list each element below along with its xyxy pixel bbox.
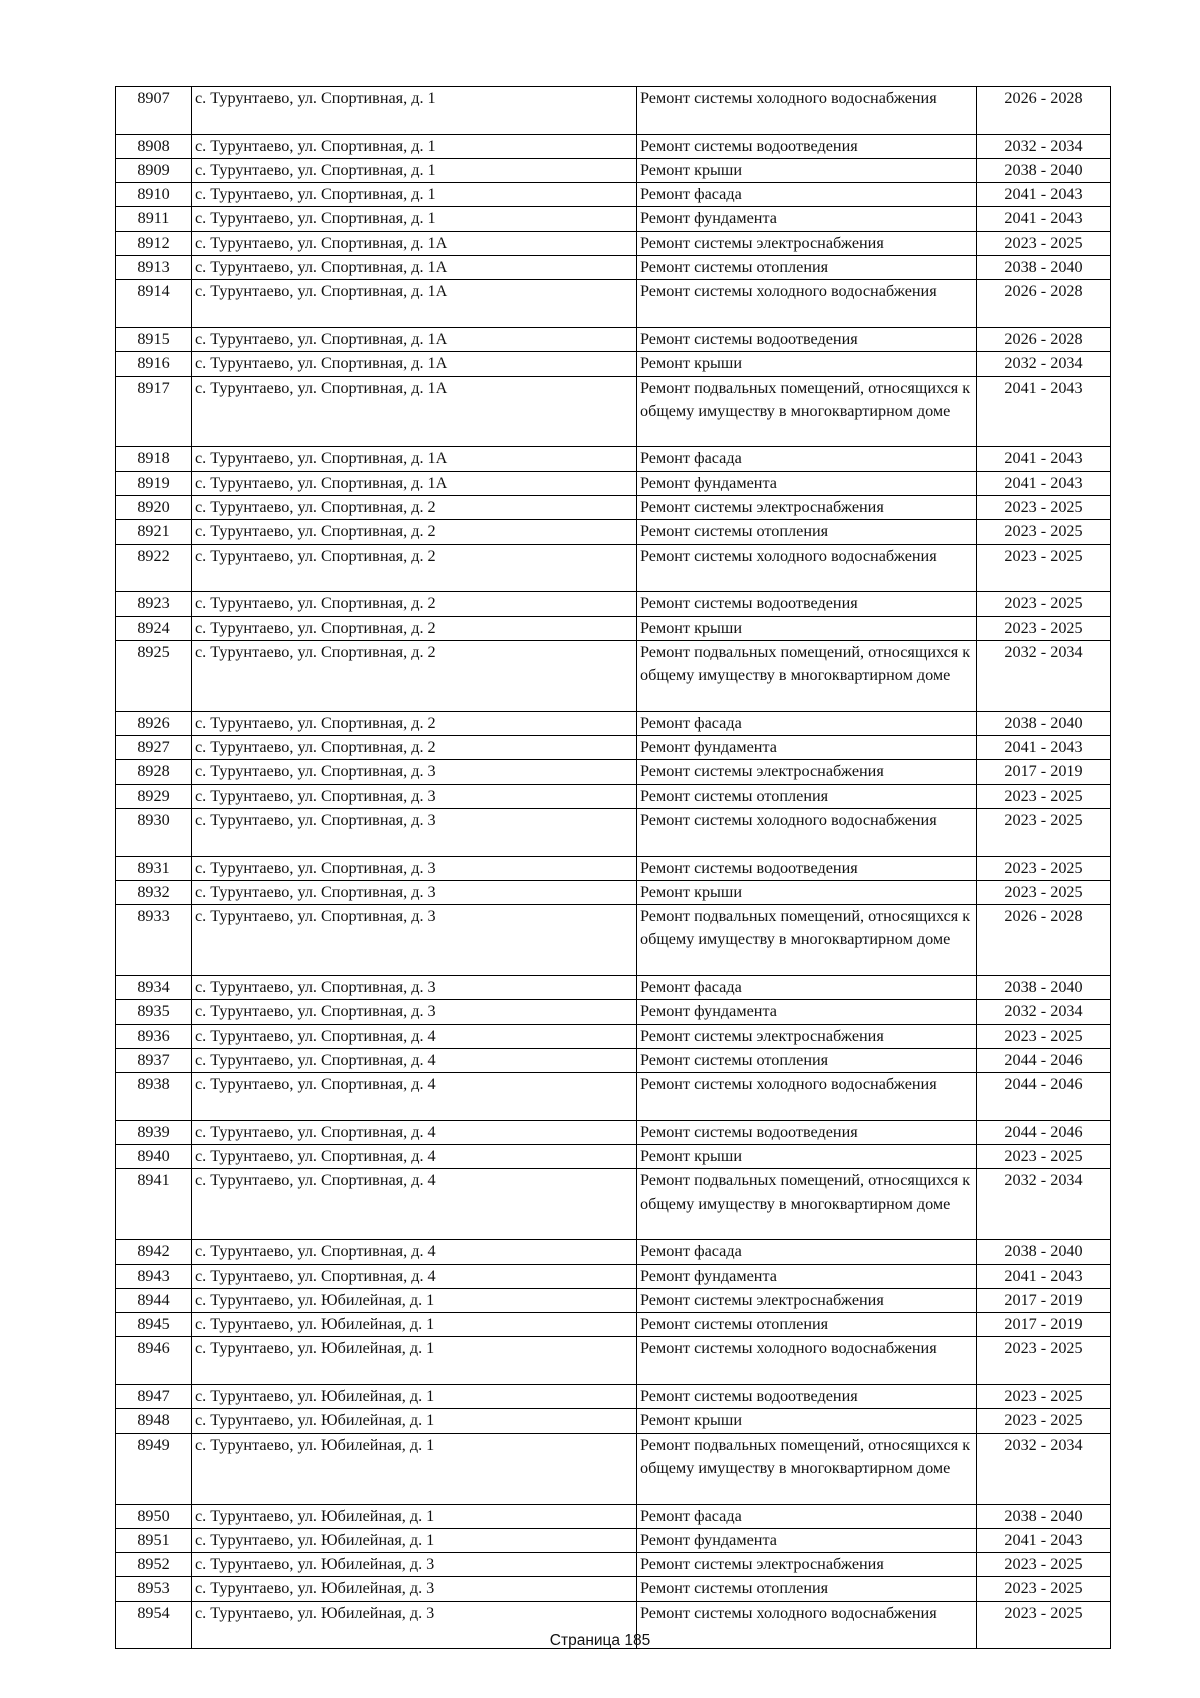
row-number-cell: 8945 xyxy=(116,1313,192,1337)
work-type-cell: Ремонт системы отопления xyxy=(637,1577,977,1601)
row-number-cell: 8926 xyxy=(116,711,192,735)
period-cell: 2032 - 2034 xyxy=(977,640,1111,711)
row-number-cell: 8925 xyxy=(116,640,192,711)
work-type-cell: Ремонт системы холодного водоснабжения xyxy=(637,1073,977,1121)
work-type-cell: Ремонт системы электроснабжения xyxy=(637,1024,977,1048)
address-cell: с. Турунтаево, ул. Юбилейная, д. 1 xyxy=(192,1313,637,1337)
address-cell: с. Турунтаево, ул. Спортивная, д. 4 xyxy=(192,1169,637,1240)
period-cell: 2023 - 2025 xyxy=(977,784,1111,808)
period-cell: 2041 - 2043 xyxy=(977,1264,1111,1288)
table-row xyxy=(116,471,1111,495)
address-cell: с. Турунтаево, ул. Спортивная, д. 1 xyxy=(192,183,637,207)
address-cell: с. Турунтаево, ул. Спортивная, д. 1А xyxy=(192,352,637,376)
row-number-cell: 8923 xyxy=(116,592,192,616)
address-cell: с. Турунтаево, ул. Спортивная, д. 2 xyxy=(192,496,637,520)
period-cell: 2023 - 2025 xyxy=(977,520,1111,544)
work-type-cell: Ремонт крыши xyxy=(637,1409,977,1433)
table-row xyxy=(116,376,1111,447)
address-cell: с. Турунтаево, ул. Спортивная, д. 4 xyxy=(192,1264,637,1288)
period-cell: 2023 - 2025 xyxy=(977,1601,1111,1649)
work-type-cell: Ремонт крыши xyxy=(637,1145,977,1169)
table-row xyxy=(116,520,1111,544)
address-cell: с. Турунтаево, ул. Спортивная, д. 1А xyxy=(192,280,637,328)
table-row xyxy=(116,1385,1111,1409)
work-type-cell: Ремонт системы отопления xyxy=(637,784,977,808)
work-type-cell: Ремонт системы водоотведения xyxy=(637,1120,977,1144)
address-cell: с. Турунтаево, ул. Спортивная, д. 1А xyxy=(192,256,637,280)
work-type-cell: Ремонт крыши xyxy=(637,158,977,182)
work-type-cell: Ремонт фасада xyxy=(637,447,977,471)
row-number-cell: 8952 xyxy=(116,1553,192,1577)
work-type-cell: Ремонт системы холодного водоснабжения xyxy=(637,1601,977,1649)
period-cell: 2032 - 2034 xyxy=(977,352,1111,376)
table-row xyxy=(116,1169,1111,1240)
address-cell: с. Турунтаево, ул. Спортивная, д. 1А xyxy=(192,231,637,255)
period-cell: 2023 - 2025 xyxy=(977,1409,1111,1433)
period-cell: 2023 - 2025 xyxy=(977,1337,1111,1385)
table-row xyxy=(116,640,1111,711)
period-cell: 2023 - 2025 xyxy=(977,1385,1111,1409)
address-cell: с. Турунтаево, ул. Спортивная, д. 2 xyxy=(192,711,637,735)
table-row xyxy=(116,207,1111,231)
address-cell: с. Турунтаево, ул. Спортивная, д. 2 xyxy=(192,592,637,616)
work-type-cell: Ремонт фасада xyxy=(637,1504,977,1528)
address-cell: с. Турунтаево, ул. Спортивная, д. 1 xyxy=(192,158,637,182)
work-type-cell: Ремонт подвальных помещений, относящихся к общему имуществу в многоквартирном доме xyxy=(637,905,977,976)
address-cell: с. Турунтаево, ул. Спортивная, д. 1А xyxy=(192,447,637,471)
row-number-cell: 8936 xyxy=(116,1024,192,1048)
row-number-cell: 8932 xyxy=(116,880,192,904)
row-number-cell: 8937 xyxy=(116,1048,192,1072)
period-cell: 2038 - 2040 xyxy=(977,975,1111,999)
address-cell: с. Турунтаево, ул. Спортивная, д. 2 xyxy=(192,616,637,640)
address-cell: с. Турунтаево, ул. Спортивная, д. 1 xyxy=(192,134,637,158)
table-row xyxy=(116,1313,1111,1337)
address-cell: с. Турунтаево, ул. Спортивная, д. 4 xyxy=(192,1240,637,1264)
work-type-cell: Ремонт системы холодного водоснабжения xyxy=(637,87,977,135)
row-number-cell: 8928 xyxy=(116,760,192,784)
work-type-cell: Ремонт системы холодного водоснабжения xyxy=(637,808,977,856)
work-type-cell: Ремонт фундамента xyxy=(637,471,977,495)
table-row xyxy=(116,183,1111,207)
table-row xyxy=(116,1337,1111,1385)
table-row xyxy=(116,231,1111,255)
page-number: Страница 185 xyxy=(549,1632,651,1649)
period-cell: 2044 - 2046 xyxy=(977,1120,1111,1144)
row-number-cell: 8909 xyxy=(116,158,192,182)
period-cell: 2041 - 2043 xyxy=(977,376,1111,447)
row-number-cell: 8946 xyxy=(116,1337,192,1385)
table-row xyxy=(116,496,1111,520)
table-row xyxy=(116,808,1111,856)
period-cell: 2038 - 2040 xyxy=(977,711,1111,735)
row-number-cell: 8947 xyxy=(116,1385,192,1409)
period-cell: 2041 - 2043 xyxy=(977,207,1111,231)
work-type-cell: Ремонт системы отопления xyxy=(637,1048,977,1072)
period-cell: 2032 - 2034 xyxy=(977,1433,1111,1504)
table-row xyxy=(116,327,1111,351)
period-cell: 2032 - 2034 xyxy=(977,1169,1111,1240)
row-number-cell: 8942 xyxy=(116,1240,192,1264)
period-cell: 2017 - 2019 xyxy=(977,1288,1111,1312)
work-type-cell: Ремонт фундамента xyxy=(637,1000,977,1024)
row-number-cell: 8918 xyxy=(116,447,192,471)
table-row xyxy=(116,736,1111,760)
row-number-cell: 8941 xyxy=(116,1169,192,1240)
address-cell: с. Турунтаево, ул. Спортивная, д. 2 xyxy=(192,520,637,544)
row-number-cell: 8954 xyxy=(116,1601,192,1649)
table-row xyxy=(116,158,1111,182)
row-number-cell: 8912 xyxy=(116,231,192,255)
period-cell: 2023 - 2025 xyxy=(977,1553,1111,1577)
address-cell: с. Турунтаево, ул. Юбилейная, д. 1 xyxy=(192,1288,637,1312)
table-row xyxy=(116,856,1111,880)
row-number-cell: 8921 xyxy=(116,520,192,544)
address-cell: с. Турунтаево, ул. Юбилейная, д. 1 xyxy=(192,1337,637,1385)
address-cell: с. Турунтаево, ул. Юбилейная, д. 1 xyxy=(192,1504,637,1528)
row-number-cell: 8908 xyxy=(116,134,192,158)
table-row xyxy=(116,352,1111,376)
period-cell: 2044 - 2046 xyxy=(977,1073,1111,1121)
work-type-cell: Ремонт крыши xyxy=(637,352,977,376)
table-row xyxy=(116,87,1111,135)
row-number-cell: 8948 xyxy=(116,1409,192,1433)
address-cell: с. Турунтаево, ул. Спортивная, д. 4 xyxy=(192,1145,637,1169)
table-row xyxy=(116,975,1111,999)
row-number-cell: 8915 xyxy=(116,327,192,351)
table-row xyxy=(116,1264,1111,1288)
table-row xyxy=(116,1120,1111,1144)
row-number-cell: 8953 xyxy=(116,1577,192,1601)
work-type-cell: Ремонт подвальных помещений, относящихся к общему имуществу в многоквартирном доме xyxy=(637,1433,977,1504)
work-type-cell: Ремонт системы электроснабжения xyxy=(637,760,977,784)
table-row xyxy=(116,711,1111,735)
period-cell: 2023 - 2025 xyxy=(977,880,1111,904)
row-number-cell: 8951 xyxy=(116,1528,192,1552)
row-number-cell: 8930 xyxy=(116,808,192,856)
row-number-cell: 8922 xyxy=(116,544,192,592)
row-number-cell: 8919 xyxy=(116,471,192,495)
period-cell: 2026 - 2028 xyxy=(977,280,1111,328)
row-number-cell: 8917 xyxy=(116,376,192,447)
table-row xyxy=(116,256,1111,280)
work-type-cell: Ремонт фундамента xyxy=(637,1528,977,1552)
row-number-cell: 8929 xyxy=(116,784,192,808)
period-cell: 2038 - 2040 xyxy=(977,1240,1111,1264)
table-row xyxy=(116,1024,1111,1048)
work-type-cell: Ремонт системы холодного водоснабжения xyxy=(637,1337,977,1385)
period-cell: 2038 - 2040 xyxy=(977,158,1111,182)
work-type-cell: Ремонт фундамента xyxy=(637,736,977,760)
table-row xyxy=(116,1048,1111,1072)
address-cell: с. Турунтаево, ул. Спортивная, д. 1 xyxy=(192,207,637,231)
period-cell: 2023 - 2025 xyxy=(977,856,1111,880)
row-number-cell: 8940 xyxy=(116,1145,192,1169)
table-row xyxy=(116,1504,1111,1528)
table-row xyxy=(116,1577,1111,1601)
period-cell: 2023 - 2025 xyxy=(977,1145,1111,1169)
address-cell: с. Турунтаево, ул. Спортивная, д. 4 xyxy=(192,1048,637,1072)
address-cell: с. Турунтаево, ул. Спортивная, д. 3 xyxy=(192,760,637,784)
work-type-cell: Ремонт фасада xyxy=(637,1240,977,1264)
work-type-cell: Ремонт системы водоотведения xyxy=(637,134,977,158)
table-row xyxy=(116,447,1111,471)
row-number-cell: 8950 xyxy=(116,1504,192,1528)
work-type-cell: Ремонт системы электроснабжения xyxy=(637,231,977,255)
period-cell: 2023 - 2025 xyxy=(977,231,1111,255)
work-type-cell: Ремонт системы водоотведения xyxy=(637,327,977,351)
work-type-cell: Ремонт системы холодного водоснабжения xyxy=(637,280,977,328)
period-cell: 2041 - 2043 xyxy=(977,1528,1111,1552)
row-number-cell: 8935 xyxy=(116,1000,192,1024)
period-cell: 2023 - 2025 xyxy=(977,544,1111,592)
period-cell: 2032 - 2034 xyxy=(977,1000,1111,1024)
work-type-cell: Ремонт системы водоотведения xyxy=(637,1385,977,1409)
row-number-cell: 8939 xyxy=(116,1120,192,1144)
address-cell: с. Турунтаево, ул. Спортивная, д. 3 xyxy=(192,808,637,856)
table-row xyxy=(116,1553,1111,1577)
work-type-cell: Ремонт фасада xyxy=(637,711,977,735)
period-cell: 2026 - 2028 xyxy=(977,87,1111,135)
work-type-cell: Ремонт крыши xyxy=(637,616,977,640)
table-row xyxy=(116,1433,1111,1504)
work-type-cell: Ремонт системы электроснабжения xyxy=(637,496,977,520)
row-number-cell: 8920 xyxy=(116,496,192,520)
address-cell: с. Турунтаево, ул. Спортивная, д. 3 xyxy=(192,856,637,880)
address-cell: с. Турунтаево, ул. Спортивная, д. 3 xyxy=(192,784,637,808)
table-row xyxy=(116,544,1111,592)
address-cell: с. Турунтаево, ул. Спортивная, д. 3 xyxy=(192,1000,637,1024)
row-number-cell: 8933 xyxy=(116,905,192,976)
row-number-cell: 8913 xyxy=(116,256,192,280)
address-cell: с. Турунтаево, ул. Юбилейная, д. 1 xyxy=(192,1528,637,1552)
address-cell: с. Турунтаево, ул. Спортивная, д. 3 xyxy=(192,880,637,904)
work-type-cell: Ремонт фундамента xyxy=(637,1264,977,1288)
row-number-cell: 8944 xyxy=(116,1288,192,1312)
address-cell: с. Турунтаево, ул. Юбилейная, д. 1 xyxy=(192,1433,637,1504)
address-cell: с. Турунтаево, ул. Спортивная, д. 3 xyxy=(192,975,637,999)
table-row xyxy=(116,1145,1111,1169)
row-number-cell: 8931 xyxy=(116,856,192,880)
work-type-cell: Ремонт системы отопления xyxy=(637,1313,977,1337)
table-row xyxy=(116,1000,1111,1024)
address-cell: с. Турунтаево, ул. Спортивная, д. 4 xyxy=(192,1120,637,1144)
work-type-cell: Ремонт системы холодного водоснабжения xyxy=(637,544,977,592)
address-cell: с. Турунтаево, ул. Юбилейная, д. 3 xyxy=(192,1553,637,1577)
address-cell: с. Турунтаево, ул. Спортивная, д. 3 xyxy=(192,905,637,976)
period-cell: 2023 - 2025 xyxy=(977,592,1111,616)
work-type-cell: Ремонт системы отопления xyxy=(637,256,977,280)
table-row xyxy=(116,1409,1111,1433)
period-cell: 2041 - 2043 xyxy=(977,471,1111,495)
capital-repair-table xyxy=(115,86,1111,1649)
period-cell: 2017 - 2019 xyxy=(977,760,1111,784)
row-number-cell: 8934 xyxy=(116,975,192,999)
row-number-cell: 8943 xyxy=(116,1264,192,1288)
work-type-cell: Ремонт системы водоотведения xyxy=(637,592,977,616)
table-row xyxy=(116,616,1111,640)
table-row xyxy=(116,1240,1111,1264)
row-number-cell: 8914 xyxy=(116,280,192,328)
work-type-cell: Ремонт фасада xyxy=(637,183,977,207)
row-number-cell: 8938 xyxy=(116,1073,192,1121)
address-cell: с. Турунтаево, ул. Спортивная, д. 2 xyxy=(192,640,637,711)
period-cell: 2032 - 2034 xyxy=(977,134,1111,158)
row-number-cell: 8911 xyxy=(116,207,192,231)
row-number-cell: 8910 xyxy=(116,183,192,207)
address-cell: с. Турунтаево, ул. Спортивная, д. 4 xyxy=(192,1024,637,1048)
period-cell: 2023 - 2025 xyxy=(977,808,1111,856)
table-row xyxy=(116,880,1111,904)
work-type-cell: Ремонт фасада xyxy=(637,975,977,999)
row-number-cell: 8907 xyxy=(116,87,192,135)
address-cell: с. Турунтаево, ул. Юбилейная, д. 3 xyxy=(192,1577,637,1601)
address-cell: с. Турунтаево, ул. Спортивная, д. 4 xyxy=(192,1073,637,1121)
table-row xyxy=(116,1288,1111,1312)
table-row xyxy=(116,760,1111,784)
table-row xyxy=(116,784,1111,808)
work-type-cell: Ремонт системы отопления xyxy=(637,520,977,544)
row-number-cell: 8916 xyxy=(116,352,192,376)
address-cell: с. Турунтаево, ул. Спортивная, д. 1А xyxy=(192,471,637,495)
work-type-cell: Ремонт подвальных помещений, относящихся к общему имуществу в многоквартирном доме xyxy=(637,640,977,711)
period-cell: 2041 - 2043 xyxy=(977,183,1111,207)
table-row xyxy=(116,1528,1111,1552)
row-number-cell: 8927 xyxy=(116,736,192,760)
work-type-cell: Ремонт системы электроснабжения xyxy=(637,1288,977,1312)
address-cell: с. Турунтаево, ул. Спортивная, д. 1А xyxy=(192,376,637,447)
address-cell: с. Турунтаево, ул. Спортивная, д. 2 xyxy=(192,736,637,760)
period-cell: 2044 - 2046 xyxy=(977,1048,1111,1072)
period-cell: 2023 - 2025 xyxy=(977,616,1111,640)
work-type-cell: Ремонт крыши xyxy=(637,880,977,904)
work-type-cell: Ремонт подвальных помещений, относящихся к общему имуществу в многоквартирном доме xyxy=(637,1169,977,1240)
period-cell: 2026 - 2028 xyxy=(977,905,1111,976)
work-type-cell: Ремонт системы водоотведения xyxy=(637,856,977,880)
table-row xyxy=(116,905,1111,976)
period-cell: 2017 - 2019 xyxy=(977,1313,1111,1337)
table-row xyxy=(116,280,1111,328)
work-type-cell: Ремонт системы электроснабжения xyxy=(637,1553,977,1577)
work-type-cell: Ремонт фундамента xyxy=(637,207,977,231)
period-cell: 2023 - 2025 xyxy=(977,1577,1111,1601)
table-row xyxy=(116,134,1111,158)
table-row xyxy=(116,1073,1111,1121)
address-cell: с. Турунтаево, ул. Юбилейная, д. 1 xyxy=(192,1409,637,1433)
work-type-cell: Ремонт подвальных помещений, относящихся к общему имуществу в многоквартирном доме xyxy=(637,376,977,447)
period-cell: 2041 - 2043 xyxy=(977,447,1111,471)
row-number-cell: 8949 xyxy=(116,1433,192,1504)
address-cell: с. Турунтаево, ул. Спортивная, д. 1 xyxy=(192,87,637,135)
period-cell: 2038 - 2040 xyxy=(977,256,1111,280)
row-number-cell: 8924 xyxy=(116,616,192,640)
address-cell: с. Турунтаево, ул. Юбилейная, д. 1 xyxy=(192,1385,637,1409)
address-cell: с. Турунтаево, ул. Спортивная, д. 1А xyxy=(192,327,637,351)
address-cell: с. Турунтаево, ул. Юбилейная, д. 3 xyxy=(192,1601,637,1649)
period-cell: 2026 - 2028 xyxy=(977,327,1111,351)
table-body xyxy=(116,87,1111,1649)
address-cell: с. Турунтаево, ул. Спортивная, д. 2 xyxy=(192,544,637,592)
table-row xyxy=(116,592,1111,616)
period-cell: 2038 - 2040 xyxy=(977,1504,1111,1528)
period-cell: 2023 - 2025 xyxy=(977,496,1111,520)
period-cell: 2023 - 2025 xyxy=(977,1024,1111,1048)
period-cell: 2041 - 2043 xyxy=(977,736,1111,760)
